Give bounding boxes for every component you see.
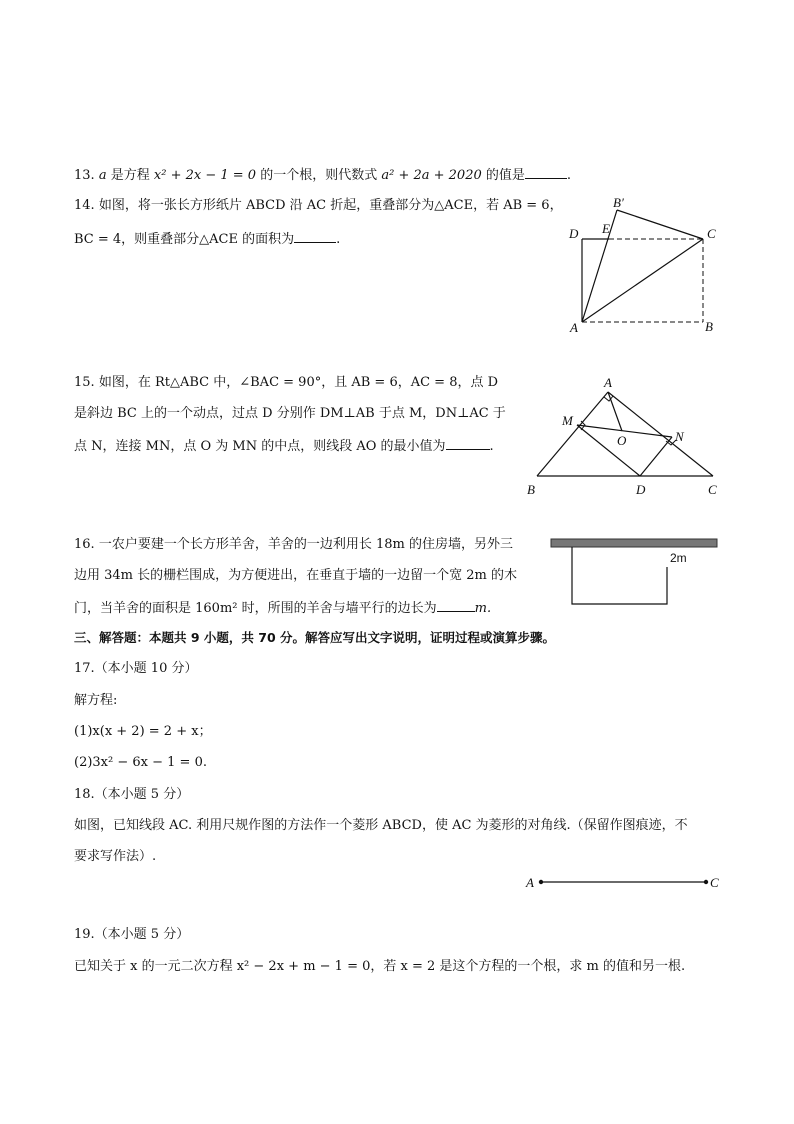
q15-line-3: 点 N，连接 MN，点 O 为 MN 的中点，则线段 AO 的最小值为 (74, 439, 446, 454)
label-a: A (526, 875, 534, 890)
q13-var-a: a (98, 168, 107, 183)
q14-end: . (336, 232, 341, 247)
label-c: C (710, 875, 719, 890)
q13-label: 13. (74, 168, 95, 183)
label-b: B (705, 319, 713, 334)
point-c (704, 880, 708, 884)
label-m: M (562, 413, 573, 428)
q16-line-1: 一农户要建一个长方形羊舍，羊舍的一边利用长 18m 的住房墙，另外三 (98, 537, 513, 552)
q15-label: 15. (74, 375, 95, 390)
q17-header: 17.（本小题 10 分） (74, 661, 198, 676)
q16-line-2: 边用 34m 长的栅栏围成，为方便进出，在垂直于墙的一边留一个宽 2m 的木 (74, 568, 517, 583)
label-a: A (570, 320, 578, 335)
q13-text-3: 的值是 (485, 168, 525, 183)
label-e: E (602, 221, 610, 236)
q16-unit: m. (474, 601, 492, 616)
q16-label: 16. (74, 537, 95, 552)
q13-text-1: 是方程 (110, 168, 150, 183)
label-n: N (675, 429, 684, 444)
label-d: D (569, 226, 579, 241)
label-c: C (708, 482, 717, 497)
q13-end: . (566, 168, 572, 183)
q14-line-2: BC = 4，则重叠部分△ACE 的面积为 (74, 232, 295, 247)
point-a (539, 880, 543, 884)
q13-equation: x² + 2x − 1 = 0 (153, 168, 257, 183)
q15-end: . (489, 439, 494, 454)
q18-line-2: 要求写作法）. (74, 849, 157, 864)
q15-line-1: 如图，在 Rt△ABC 中，∠BAC = 90°，且 AB = 6，AC = 8，点 D (98, 375, 499, 390)
q18-header: 18.（本小题 5 分） (74, 787, 190, 802)
label-a: A (604, 375, 612, 390)
q14-line-1: 如图，将一张长方形纸片 ABCD 沿 AC 折起，重叠部分为△ACE，若 AB = 6， (98, 198, 563, 213)
q15-line-2: 是斜边 BC 上的一个动点，过点 D 分别作 DM⊥AB 于点 M，DN⊥AC 于 (74, 406, 506, 421)
q17-part-1: (1)x(x + 2) = 2 + x； (74, 724, 212, 739)
label-b: B (527, 482, 535, 497)
q13-expression: a² + 2a + 2020 (381, 168, 482, 183)
label-d: D (636, 482, 646, 497)
door-width-label: 2m (670, 551, 687, 565)
label-c: C (707, 226, 716, 241)
q14-label: 14. (74, 198, 95, 213)
q18-line-1: 如图，已知线段 AC. 利用尺规作图的方法作一个菱形 ABCD，使 AC 为菱形的对角线.（保留作图痕迹，不 (74, 818, 688, 833)
label-o: O (617, 433, 627, 448)
q19-header: 19.（本小题 5 分） (74, 927, 190, 942)
q13-text-2: 的一个根，则代数式 (260, 168, 378, 183)
q16-line-3: 门，当羊舍的面积是 160m² 时，所围的羊舍与墙平行的边长为 (74, 601, 437, 616)
q17-part-2: (2)3x² − 6x − 1 = 0. (74, 755, 207, 770)
q17-intro: 解方程: (74, 693, 118, 708)
section-3-title: 三、解答题：本题共 9 小题，共 70 分。解答应写出文字说明，证明过程或演算步骤。 (74, 630, 556, 645)
label-b-prime: B′ (613, 195, 624, 210)
q19-line-1: 已知关于 x 的一元二次方程 x² − 2x + m − 1 = 0，若 x = 2 是这个方程的一个根，求 m 的值和另一根. (74, 959, 686, 974)
